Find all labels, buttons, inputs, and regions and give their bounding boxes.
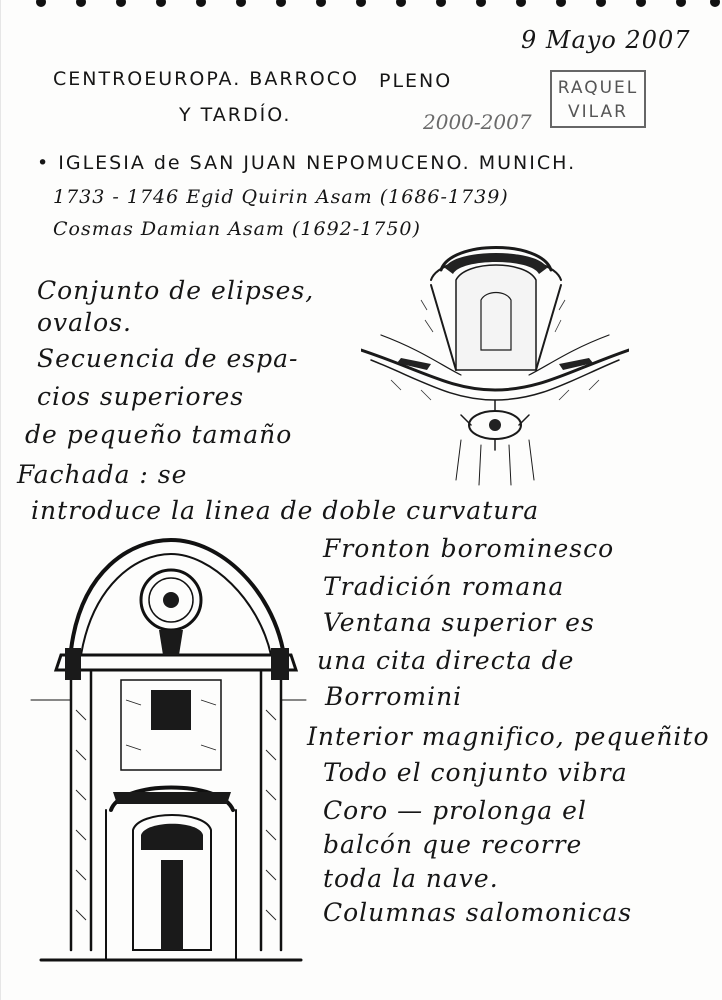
- note-line: una cita directa de: [317, 646, 575, 675]
- note-line: Coro — prolonga el: [323, 796, 587, 825]
- spiral-binding: [31, 0, 721, 16]
- page-title: CENTROEUROPA. BARROCO: [53, 68, 359, 90]
- author-stamp: [550, 70, 646, 128]
- author-first-name: RAQUEL: [557, 78, 639, 98]
- note-line: balcón que recorre: [323, 830, 583, 859]
- church-dates-architect: 1733 - 1746 Egid Quirin Asam (1686-1739): [53, 186, 509, 208]
- note-line: Fronton borominesco: [323, 534, 615, 563]
- page-subtitle: Y TARDÍO.: [179, 104, 292, 126]
- page-title-continued: PLENO: [379, 70, 453, 92]
- note-line: Columnas salomonicas: [323, 898, 633, 927]
- note-line: Todo el conjunto vibra: [323, 758, 628, 787]
- note-line: cios superiores: [37, 382, 245, 411]
- page-date: 9 Mayo 2007: [521, 26, 691, 54]
- note-line: Borromini: [325, 682, 463, 711]
- vault-sketch-icon: [361, 240, 629, 490]
- note-line: Conjunto de elipses,: [37, 276, 315, 305]
- note-line: Ventana superior es: [323, 608, 595, 637]
- note-line: toda la nave.: [323, 864, 499, 893]
- note-line: Fachada : se: [17, 460, 188, 489]
- period-years: 2000-2007: [423, 110, 532, 134]
- note-line: de pequeño tamaño: [25, 420, 293, 449]
- note-line: ovalos.: [37, 308, 132, 337]
- note-line: introduce la linea de doble curvatura: [31, 496, 540, 525]
- church-name: • IGLESIA de SAN JUAN NEPOMUCENO. MUNICH.: [37, 152, 577, 174]
- facade-sketch-icon: [21, 530, 313, 970]
- note-line: Secuencia de espa-: [37, 344, 299, 373]
- note-line: Interior magnifico, pequeñito: [307, 722, 710, 751]
- author-last-name: VILAR: [568, 102, 628, 122]
- church-second-architect: Cosmas Damian Asam (1692-1750): [53, 218, 421, 240]
- note-line: Tradición romana: [323, 572, 565, 601]
